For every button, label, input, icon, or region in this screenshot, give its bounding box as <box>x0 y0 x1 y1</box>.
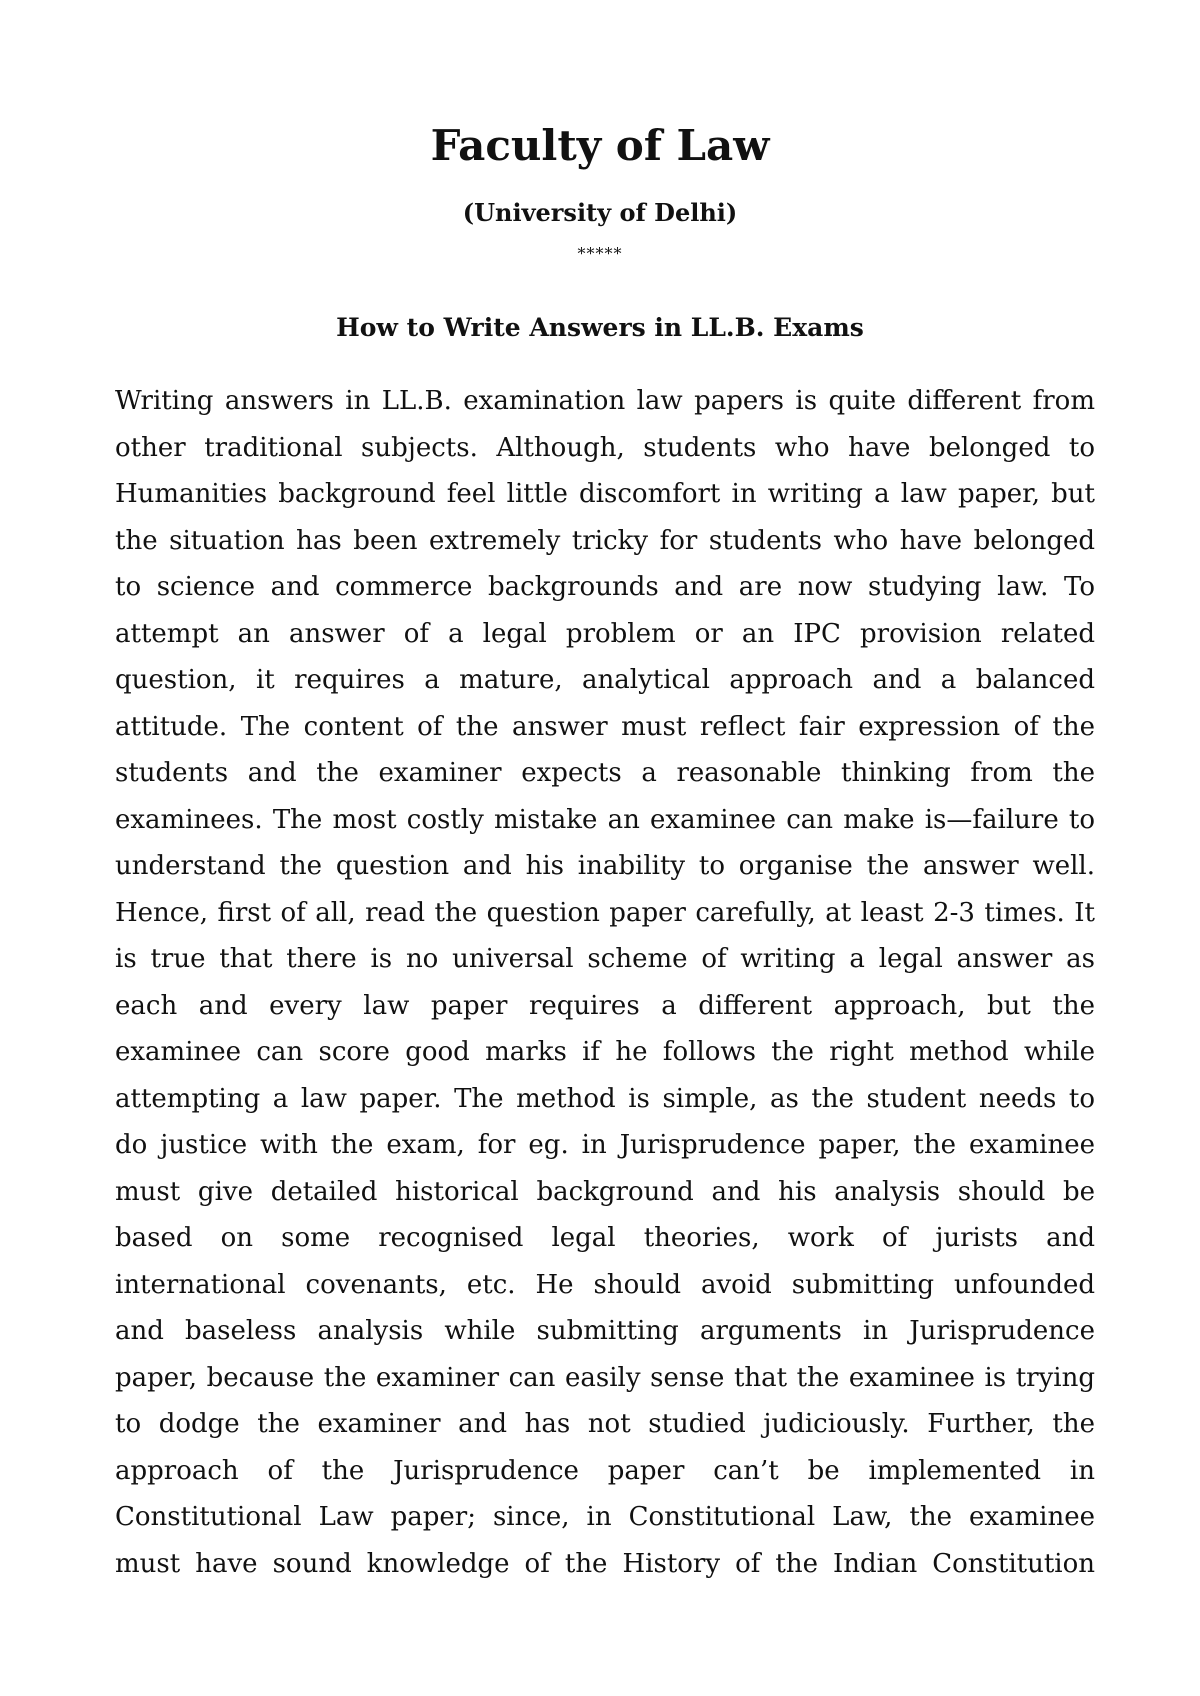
paragraph-line: to science and commerce backgrounds and are now studying law. To <box>115 572 1095 602</box>
paragraph-line: Hence, first of all, read the question paper carefully, at least 2-3 times. It <box>115 897 1095 928</box>
section-separator: ***** <box>577 244 623 263</box>
paragraph-line: question, it requires a mature, analytical approach and a balanced <box>115 665 1095 695</box>
paragraph-line: based on some recognised legal theories, work of jurists and <box>115 1223 1095 1253</box>
paragraph-line: international covenants, etc. He should avoid submitting unfounded <box>115 1269 1095 1300</box>
paragraph-line: attempt an answer of a legal problem or an IPC provision related <box>115 618 1095 649</box>
body-paragraph <box>115 378 1095 1587</box>
paragraph-line: other traditional subjects. Although, students who have belonged to <box>115 432 1095 463</box>
paragraph-line: examinee can score good marks if he follows the right method while <box>115 1037 1095 1067</box>
paragraph-line: do justice with the exam, for eg. in Jurisprudence paper, the examinee <box>115 1130 1095 1160</box>
document-subtitle: (University of Delhi) <box>462 198 738 227</box>
paragraph-line: Humanities background feel little discomfort in writing a law paper, but <box>115 479 1095 509</box>
paragraph-line: the situation has been extremely tricky for students who have belonged <box>115 525 1095 556</box>
paragraph-line: Constitutional Law paper; since, in Constitutional Law, the examinee <box>115 1502 1095 1532</box>
paragraph-line: is true that there is no universal scheme of writing a legal answer as <box>115 944 1095 974</box>
paragraph-line: approach of the Jurisprudence paper can’t be implemented in <box>115 1455 1095 1486</box>
paragraph-line: students and the examiner expects a reasonable thinking from the <box>115 758 1095 788</box>
paragraph-line: must have sound knowledge of the History of the Indian Constitution <box>115 1548 1095 1579</box>
paragraph-line: Writing answers in LL.B. examination law papers is quite different from <box>115 386 1095 416</box>
paragraph-line: must give detailed historical background and his analysis should be <box>115 1176 1095 1207</box>
section-heading: How to Write Answers in LL.B. Exams <box>336 313 864 342</box>
paragraph-line: to dodge the examiner and has not studied judiciously. Further, the <box>115 1409 1095 1439</box>
paragraph-line: each and every law paper requires a different approach, but the <box>115 990 1095 1021</box>
document-title: Faculty of Law <box>430 121 770 170</box>
paragraph-line: attempting a law paper. The method is simple, as the student needs to <box>115 1083 1095 1114</box>
paragraph-line: paper, because the examiner can easily sense that the examinee is trying <box>115 1362 1095 1393</box>
paragraph-line: attitude. The content of the answer must reflect fair expression of the <box>115 711 1095 742</box>
paragraph-line: and baseless analysis while submitting arguments in Jurisprudence <box>115 1316 1095 1346</box>
paragraph-line: examinees. The most costly mistake an examinee can make is—failure to <box>115 804 1095 835</box>
paragraph-line: understand the question and his inability to organise the answer well. <box>115 851 1095 881</box>
